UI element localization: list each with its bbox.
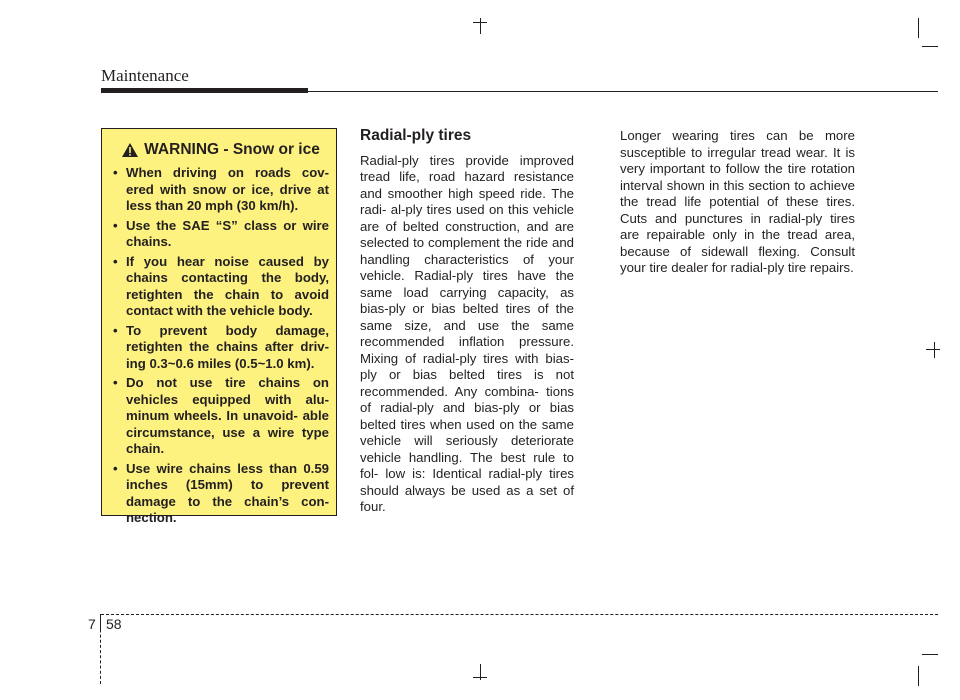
crop-mark-right-center: [926, 349, 940, 350]
warning-item: • When driving on roads cov- ered with snow or ice, drive at less than 20 mph (30 km/h).: [112, 165, 329, 215]
warning-item: • Use the SAE “S” class or wire chains.: [112, 218, 329, 251]
crop-mark-bottom-right: [922, 654, 938, 655]
header-rule-thick: [101, 88, 308, 93]
footer-dashed-rule: [101, 614, 938, 615]
warning-item: • Use wire chains less than 0.59 inches (15mm) to prevent damage to the chain’s con- nection.: [112, 461, 329, 527]
warning-item: • Do not use tire chains on vehicles equipped with alu- minum wheels. In unavoid- able circumstance, use a wire type chain.: [112, 375, 329, 458]
tire-wear-section: [620, 128, 855, 277]
crop-mark-top-right: [918, 18, 919, 38]
page-number-separator: [100, 616, 101, 632]
warning-header: [112, 141, 329, 159]
radial-ply-title: Radial-ply tires: [360, 127, 472, 144]
page-number: 58: [106, 616, 122, 632]
crop-mark-bottom-right: [918, 666, 919, 686]
warning-item: • To prevent body damage, retighten the chains after driv- ing 0.3~0.6 miles (0.5~1.0 km).: [112, 323, 329, 373]
warning-box: [101, 128, 337, 525]
warning-title: WARNING - Snow or ice: [144, 141, 320, 158]
crop-mark-bottom-center: [473, 677, 487, 678]
warning-triangle-icon: [121, 142, 139, 158]
warning-item: • If you hear noise caused by chains contacting the body, retighten the chain to avoid contact with the vehicle body.: [112, 254, 329, 320]
crop-mark-top-center: [473, 22, 487, 23]
chapter-number: 7: [88, 616, 96, 632]
crop-mark-top-right: [922, 46, 938, 47]
header-rule-thin: [308, 91, 938, 92]
section-header-title: Maintenance: [101, 66, 189, 85]
radial-ply-section: [360, 128, 574, 516]
crop-mark-right-center: [934, 342, 935, 358]
radial-ply-body: Radial-ply tires provide improved tread life, road hazard resistance and smoother high speed ride. The radi- al-ply tires used on this vehicle are of belted construction, and are selected to complement the ride and handling characteristics of your vehicle. Radial-ply tires have the same load carrying capacity, as bias-ply or bias belted tires of the same size, and use the same recommended inflation pressure. Mixing of radial-ply tires with bias-ply or bias belted tires is not recommended. Any combina- tions of radial-ply and bias-ply or bias belted tires when used on the same vehicle will seriously deteriorate vehicle handling. The best rule to fol- low is: Identical radial-ply tires should always be used as a set of four.: [360, 152, 574, 514]
tire-wear-body: Longer wearing tires can be more susceptible to irregular tread wear. It is very important to follow the tire rotation interval shown in this section to achieve the tread life potential of these tires. Cuts and punctures in radial-ply tires are repairable only in the tread area, because of sidewall flexing. Consult your tire dealer for radial-ply tire repairs.: [620, 128, 855, 275]
warning-list: [112, 165, 329, 527]
crop-mark-top-center: [480, 18, 481, 34]
